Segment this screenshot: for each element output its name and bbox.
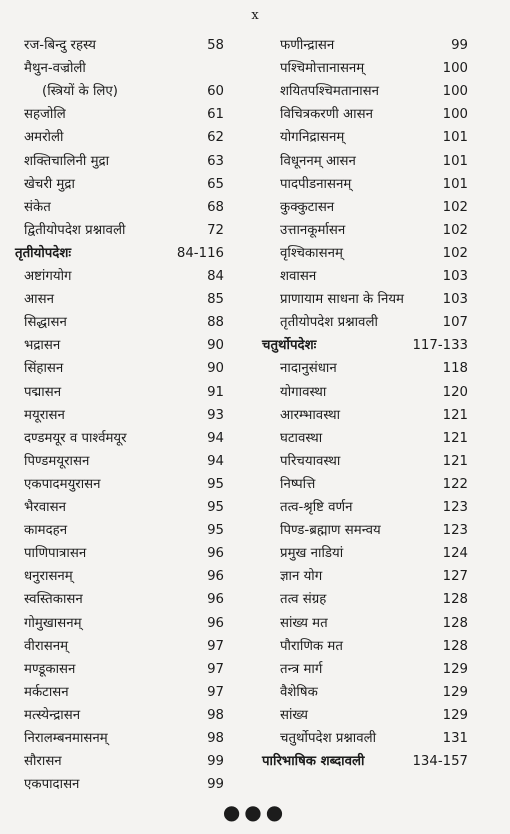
toc-entry-title: कुक्कुटासन [280,199,335,215]
toc-entry-page: 123 [442,500,468,515]
toc-entry-page: 121 [442,453,468,469]
toc-entry-title: (स्त्रियों के लिए) [42,84,118,100]
toc-entry-page: 65 [207,176,224,192]
toc-entry-page: 98 [207,731,224,746]
toc-entry-title: पद्मासन [24,384,62,400]
toc-entry-page: 102 [442,199,468,215]
toc-entry-title: पारिभाषिक शब्दावली [262,754,365,770]
toc-entry-page: 84-116 [176,245,224,261]
toc-entry-page: 101 [442,153,468,169]
toc-entry-title: आसन [24,292,54,308]
toc-entry-page: 99 [207,754,224,770]
toc-entry-title: परिचयावस्था [280,453,341,469]
toc-entry-title: वृश्चिकासनम् [280,245,343,261]
toc-entry-title: उत्तानकूर्मासन [280,222,346,238]
toc-entry-title: कामदहन [24,523,68,539]
toc-entry-page: 128 [442,615,468,631]
toc-entry-page: 96 [207,592,224,608]
toc-entry-page: 124 [442,546,468,562]
toc-entry-page: 90 [207,361,224,377]
toc-entry-page: 90 [207,338,224,354]
toc-entry-title: वीरासनम् [24,638,69,654]
toc-entry-title: तृतीयोपदेशः [15,245,72,261]
toc-entry-title: निष्पत्ति [280,476,316,492]
toc-entry-title: दण्डमयूर व पार्श्वमयूर [24,430,127,446]
toc-entry-title: पश्चिमोत्तानासनम् [280,61,365,77]
toc-entry-title: पाणिपात्रासन [24,546,87,562]
toc-entry-title: घटावस्था [280,430,323,446]
toc-entry-title: पिण्ड-ब्रह्माण समन्वय [280,523,381,539]
toc-entry-title: तृतीयोपदेश प्रश्नावली [280,315,378,331]
toc-entry-title: द्वितीयोपदेश प्रश्नावली [24,222,126,238]
toc-entry-page: 131 [442,731,468,746]
toc-entry-title: भैरवासन [24,500,66,515]
toc-entry-title: चतुर्थोपदेश प्रश्नावली [280,731,377,746]
toc-entry-page: 118 [442,361,468,377]
toc-entry-title: गोमुखासनम् [24,615,82,631]
toc-entry-title: शवासन [280,269,317,284]
toc-entry-title: शक्तिचालिनी मुद्रा [24,153,110,169]
toc-entry-page: 96 [207,615,224,631]
toc-entry-title: मैथुन-वज्रोली [24,61,86,77]
footer-ornament: ●●● [222,800,288,824]
toc-entry-page: 84 [207,269,224,284]
toc-entry-page: 129 [442,661,468,677]
toc-entry-page: 134-157 [412,754,468,770]
toc-entry-title: योगावस्था [280,384,327,400]
toc-entry-page: 95 [207,523,224,539]
toc-entry-page: 100 [442,84,468,100]
toc-entry-title: सांख्य [280,707,308,723]
toc-entry-title: सांख्य मत [280,615,328,631]
toc-entry-page: 117-133 [412,338,468,354]
toc-entry-page: 129 [442,707,468,723]
toc-entry-page: 103 [442,269,468,284]
toc-entry-page: 58 [207,38,224,53]
toc-entry-title: मयूरासन [24,407,65,423]
toc-entry-title: तत्व संग्रह [280,592,327,608]
toc-entry-page: 91 [207,384,224,400]
toc-entry-page: 95 [207,500,224,515]
toc-entry-page: 93 [207,407,224,423]
toc-entry-title: धनुरासनम् [24,569,73,585]
toc-entry-page: 127 [442,569,468,585]
toc-entry-title: तत्व-श्रृष्टि वर्णन [280,500,353,515]
toc-entry-page: 95 [207,476,224,492]
toc-entry-page: 122 [442,476,468,492]
toc-entry-page: 101 [442,130,468,146]
toc-entry-page: 99 [451,38,468,53]
toc-entry-page: 129 [442,684,468,700]
toc-entry-title: मत्स्येन्द्रासन [24,707,81,723]
toc-entry-title: चतुर्थोपदेशः [262,338,317,354]
toc-entry-page: 128 [442,638,468,654]
toc-entry-page: 97 [207,638,224,654]
toc-entry-page: 121 [442,430,468,446]
toc-entry-title: प्रमुख नाडियां [280,546,344,562]
toc-entry-title: मर्कटासन [24,684,69,700]
toc-entry-page: 85 [207,292,224,308]
toc-entry-title: सौरासन [24,754,62,770]
toc-entry-page: 97 [207,661,224,677]
toc-entry-page: 61 [207,107,224,123]
toc-entry-page: 120 [442,384,468,400]
toc-entry-page: 128 [442,592,468,608]
page-number: x [251,8,259,23]
toc-entry-title: मण्डूकासन [24,661,76,677]
toc-entry-title: विधूननम् आसन [280,153,356,169]
toc-entry-title: अष्टांगयोग [24,269,72,284]
toc-entry-page: 72 [207,222,224,238]
toc-entry-title: पिण्डमयूरासन [24,453,90,469]
toc-entry-page: 100 [442,107,468,123]
toc-entry-title: योगनिद्रासनम् [280,130,345,146]
toc-entry-title: नादानुसंधान [280,361,337,377]
toc-entry-page: 94 [207,430,224,446]
toc-entry-title: वैशेषिक [280,684,318,700]
toc-entry-title: एकपादमयुरासन [24,476,101,492]
toc-entry-title: फणीन्द्रासन [280,38,335,53]
toc-entry-title: शयितपश्चिमतानासन [280,84,380,100]
toc-entry-page: 60 [207,84,224,100]
toc-entry-title: भद्रासन [24,338,61,354]
toc-entry-page: 99 [207,777,224,793]
toc-entry-page: 102 [442,222,468,238]
toc-entry-page: 103 [442,292,468,308]
toc-entry-title: पौराणिक मत [280,638,343,654]
toc-entry-title: खेचरी मुद्रा [24,176,75,192]
toc-entry-title: संकेत [24,199,51,215]
toc-entry-page: 96 [207,546,224,562]
toc-entry-page: 62 [207,130,224,146]
toc-entry-page: 98 [207,707,224,723]
toc-entry-title: ज्ञान योग [280,569,323,585]
toc-entry-title: सिद्धासन [24,315,67,331]
toc-entry-title: विचित्रकरणी आसन [280,107,373,123]
toc-entry-title: सहजोलि [24,107,66,123]
toc-entry-title: पादपीडनासनम् [280,176,352,192]
toc-entry-page: 102 [442,245,468,261]
toc-entry-title: अमरोली [24,130,64,146]
toc-entry-title: एकपादासन [24,777,80,793]
toc-entry-page: 121 [442,407,468,423]
toc-entry-title: सिंहासन [24,361,64,377]
toc-entry-page: 123 [442,523,468,539]
toc-entry-page: 100 [442,61,468,77]
toc-entry-title: निरालम्बनमासनम् [24,731,108,746]
toc-entry-page: 107 [442,315,468,331]
toc-entry-page: 97 [207,684,224,700]
toc-entry-title: तन्त्र मार्ग [280,661,323,677]
toc-entry-page: 96 [207,569,224,585]
toc-entry-title: आरम्भावस्था [280,407,341,423]
toc-entry-page: 88 [207,315,224,331]
toc-entry-title: रज-बिन्दु रहस्य [24,38,96,53]
toc-entry-title: स्वस्तिकासन [24,592,83,608]
toc-entry-page: 94 [207,453,224,469]
toc-entry-page: 68 [207,199,224,215]
toc-entry-title: प्राणायाम साधना के नियम [280,292,404,308]
toc-entry-page: 101 [442,176,468,192]
toc-entry-page: 63 [207,153,224,169]
